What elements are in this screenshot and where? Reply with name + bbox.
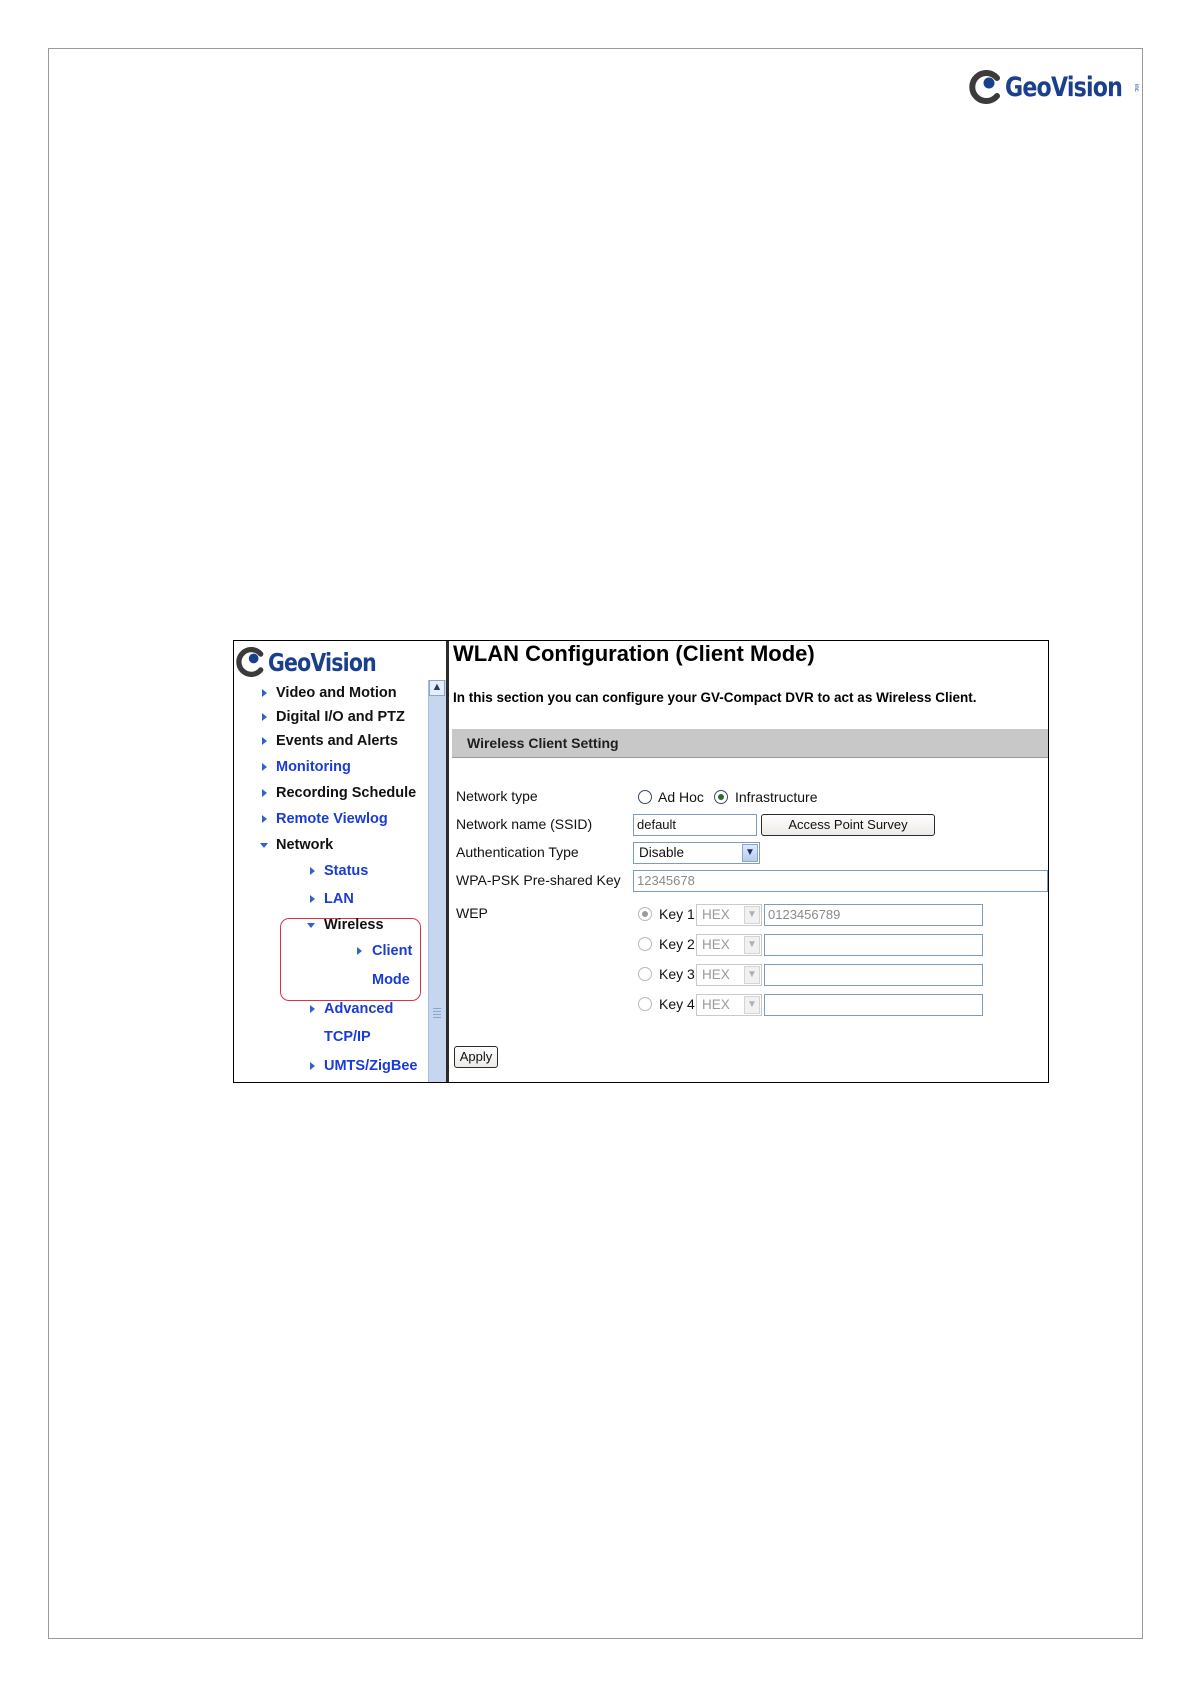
wep-key3-format: HEX	[702, 967, 730, 982]
chevron-down-icon[interactable]: ▼	[744, 936, 760, 954]
expand-arrow-icon	[262, 689, 267, 697]
expand-arrow-icon	[262, 763, 267, 771]
wep-key4-radio[interactable]	[638, 997, 652, 1011]
adhoc-label: Ad Hoc	[658, 789, 704, 805]
collapse-arrow-icon	[260, 843, 268, 848]
sidebar-item-tcpip[interactable]: TCP/IP	[324, 1029, 371, 1045]
ssid-label: Network name (SSID)	[456, 816, 593, 832]
wep-key2-format: HEX	[702, 937, 730, 952]
sidebar-item-events-alerts[interactable]: Events and Alerts	[276, 733, 398, 749]
network-type-label: Network type	[456, 788, 538, 804]
wep-key2-input[interactable]	[764, 934, 983, 956]
wlan-config-screenshot	[233, 640, 1049, 1083]
expand-arrow-icon	[310, 1062, 315, 1070]
page-title: WLAN Configuration (Client Mode)	[453, 641, 815, 666]
brand-name: GeoVision	[1005, 71, 1123, 103]
collapse-arrow-icon	[307, 923, 315, 928]
geovision-logo-icon	[969, 70, 1003, 104]
brand-tm: inc	[1133, 84, 1139, 92]
wpa-key-label: WPA-PSK Pre-shared Key	[456, 872, 621, 888]
wep-key2-format-select[interactable]	[696, 934, 762, 956]
expand-arrow-icon	[310, 1005, 315, 1013]
access-point-survey-button[interactable]: Access Point Survey	[761, 814, 935, 836]
wep-key1-label: Key 1	[659, 906, 695, 922]
expand-arrow-icon	[310, 867, 315, 875]
sidebar-item-video-motion[interactable]: Video and Motion	[276, 685, 397, 701]
sidebar-item-remote-viewlog[interactable]: Remote Viewlog	[276, 811, 388, 827]
wep-label: WEP	[456, 905, 488, 921]
expand-arrow-icon	[262, 815, 267, 823]
wep-key4-label: Key 4	[659, 996, 695, 1012]
auth-type-value: Disable	[639, 845, 685, 860]
wep-key1-format: HEX	[702, 907, 730, 922]
wep-key3-input[interactable]	[764, 964, 983, 986]
infrastructure-label: Infrastructure	[735, 789, 818, 805]
page-description: In this section you can configure your GV-Compact DVR to act as Wireless Client.	[453, 690, 977, 705]
expand-arrow-icon	[262, 713, 267, 721]
apply-button[interactable]: Apply	[454, 1046, 498, 1068]
chevron-down-icon[interactable]: ▼	[744, 996, 760, 1014]
sidebar-logo-text: GeoVision	[268, 647, 376, 677]
wep-key3-radio[interactable]	[638, 967, 652, 981]
sidebar-item-digital-io-ptz[interactable]: Digital I/O and PTZ	[276, 709, 405, 725]
sidebar-item-umts-zigbee[interactable]: UMTS/ZigBee	[324, 1058, 418, 1074]
sidebar-item-lan[interactable]: LAN	[324, 891, 354, 907]
wep-key3-format-select[interactable]	[696, 964, 762, 986]
wep-key1-radio[interactable]	[638, 907, 652, 921]
wep-key1-input[interactable]: 0123456789	[764, 904, 983, 926]
chevron-down-icon[interactable]: ▼	[742, 844, 758, 862]
auth-type-label: Authentication Type	[456, 844, 579, 860]
sidebar-item-status[interactable]: Status	[324, 863, 369, 879]
scrollbar-grip[interactable]	[433, 1008, 441, 1018]
sidebar	[234, 641, 447, 1082]
wep-key2-radio[interactable]	[638, 937, 652, 951]
expand-arrow-icon	[262, 737, 267, 745]
ssid-input[interactable]: default	[633, 814, 757, 836]
sidebar-logo	[236, 643, 400, 681]
sidebar-item-advanced[interactable]: Advanced	[324, 1001, 394, 1017]
section-header	[452, 729, 1048, 758]
sidebar-item-wireless[interactable]: Wireless	[324, 917, 384, 933]
infrastructure-radio[interactable]	[714, 790, 728, 804]
chevron-up-icon[interactable]: ▲	[429, 680, 445, 696]
expand-arrow-icon	[310, 895, 315, 903]
section-title: Wireless Client Setting	[467, 735, 619, 751]
wep-key3-label: Key 3	[659, 966, 695, 982]
adhoc-radio[interactable]	[638, 790, 652, 804]
brand-logo	[969, 62, 1141, 112]
sidebar-scrollbar[interactable]	[428, 680, 446, 1082]
sidebar-item-mode[interactable]: Mode	[372, 972, 410, 988]
expand-arrow-icon	[262, 789, 267, 797]
wep-key4-input[interactable]	[764, 994, 983, 1016]
wpa-key-input[interactable]: 12345678	[633, 870, 1048, 892]
sidebar-item-recording-schedule[interactable]: Recording Schedule	[276, 785, 417, 801]
chevron-down-icon[interactable]: ▼	[744, 906, 760, 924]
sidebar-item-monitoring[interactable]: Monitoring	[276, 759, 351, 775]
wep-key2-label: Key 2	[659, 936, 695, 952]
expand-arrow-icon	[357, 947, 362, 955]
main-content	[449, 641, 1048, 1082]
wep-key1-format-select[interactable]	[696, 904, 762, 926]
sidebar-item-client[interactable]: Client	[372, 943, 413, 959]
sidebar-item-network[interactable]: Network	[276, 837, 334, 853]
wep-key4-format: HEX	[702, 997, 730, 1012]
chevron-down-icon[interactable]: ▼	[744, 966, 760, 984]
auth-type-select[interactable]	[633, 842, 760, 864]
wep-key4-format-select[interactable]	[696, 994, 762, 1016]
geovision-logo-icon	[236, 647, 266, 677]
